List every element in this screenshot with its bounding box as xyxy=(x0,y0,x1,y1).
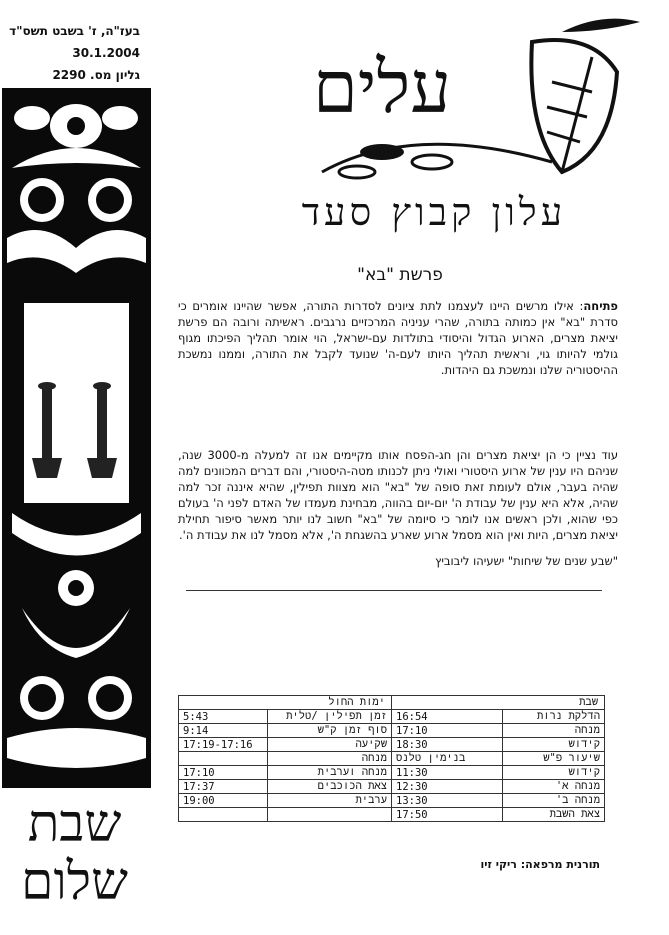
cell: קידוש xyxy=(502,766,604,780)
cell: מנחה א' xyxy=(502,780,604,794)
cell: 13:30 xyxy=(392,794,503,808)
cell: מנחה xyxy=(502,724,604,738)
editor-credit: תורנית מרפאה: ריקי זיו xyxy=(480,858,600,871)
divider xyxy=(186,590,602,591)
cell: הדלקת נרות xyxy=(502,710,604,724)
cell: 11:30 xyxy=(392,766,503,780)
cell xyxy=(267,808,391,822)
cell: מנחה ב' xyxy=(502,794,604,808)
cell: סוף זמן ק"ש xyxy=(267,724,391,738)
logo-title: עלים xyxy=(312,45,452,129)
gregorian-date: 30.1.2004 xyxy=(72,46,140,60)
table-row xyxy=(179,766,605,780)
cell: צאת השבת xyxy=(502,808,604,822)
cell: 18:30 xyxy=(392,738,503,752)
greeting-line-2: שלום xyxy=(21,852,128,912)
cell: צאת הכוכבים xyxy=(267,780,391,794)
parasha-title: פרשת "בא" xyxy=(357,265,443,285)
table-row xyxy=(179,710,605,724)
cell: 17:19-17:16 xyxy=(179,738,268,752)
table-row xyxy=(179,780,605,794)
table-row xyxy=(179,794,605,808)
issue-number: גליון מס. 2290 xyxy=(52,68,140,82)
cell: 5:43 xyxy=(179,710,268,724)
cell: בנימין טלנס xyxy=(392,752,503,766)
cell: 17:37 xyxy=(179,780,268,794)
cell: 16:54 xyxy=(392,710,503,724)
table-header-row xyxy=(179,696,605,710)
cell xyxy=(179,808,268,822)
table-row xyxy=(179,808,605,822)
cell: זמן תפילין /טלית xyxy=(267,710,391,724)
cell: 9:14 xyxy=(179,724,268,738)
cell xyxy=(179,752,268,766)
cell: 17:50 xyxy=(392,808,503,822)
cell: מנחה וערבית xyxy=(267,766,391,780)
shabbat-shalom-greeting xyxy=(2,795,147,911)
newsletter-subtitle: עלון קבוץ סעד xyxy=(301,190,567,234)
cell: 12:30 xyxy=(392,780,503,794)
issue-header xyxy=(4,20,140,86)
header-weekday: ימות החול xyxy=(179,696,392,710)
decorative-border-art xyxy=(2,88,151,788)
cell: 19:00 xyxy=(179,794,268,808)
prayer-times-table xyxy=(178,695,605,822)
cell: שקיעה xyxy=(267,738,391,752)
cell: 17:10 xyxy=(179,766,268,780)
intro-paragraph xyxy=(178,298,618,378)
table-row xyxy=(179,752,605,766)
intro-text: : אילו מרשים היינו לעצמנו לתת ציונים לסדרות התורה, אפשר שהיינו אומרים כי סדרת "בא" אין כמותה בתורה, שהרי עניניה המרכזיים נרגבים. ראשיתה ורובה הם פרשת יציאת מצרים, הארוע הגדול והיסודי בתולדות עם-ישראל, הוי אומר תהליך הפיכתו מגוף גולמי להיותו גוי, וראשית תהליך היותו לעם-ה' שנועד לקבל את התורה, וממנו נמשכת ההיסטוריה שלנו ונמשכת גם היהדות. xyxy=(178,299,618,377)
table-row xyxy=(179,738,605,752)
logo xyxy=(262,12,642,197)
cell: מנחה xyxy=(267,752,391,766)
intro-lead: פתיחה xyxy=(583,299,618,313)
cell: ערבית xyxy=(267,794,391,808)
header-shabbat: שבת xyxy=(392,696,605,710)
body-paragraph: עוד נציין כי הן יציאת מצרים והן חג-הפסח אותו מקיימים אנו זה למעלה מ-3000 שנה, שניהם היו ענין של ארוע היסטורי ואולי ניתן לכנותו מטה-היסטורי, והם דברים המכוונים למה שהיה בעבר, אולם לעומת זאת סופה של "בא" הוא מצוות תפילין, שהיא איננה זכר למה שהיה, אלא היא ענין של עבודת ה' יום-יום בהווה, מבחינת מעמדו של האדם לפני ה' בעולם כפי שהוא, ולכן ראשים אנו לומר כי סיומה של "בא" חשוב לנו יותר מאשר סיפור תחילת יציאת מצרים, היות ואין הוא מסמל ארוע שארע בהשגחת ה', אלא מסמל לנו את עבודת ה'. xyxy=(178,448,619,542)
table-row xyxy=(179,724,605,738)
logo-leaf-art xyxy=(262,12,642,197)
cell: קידוש xyxy=(502,738,604,752)
greeting-line-1: שבת xyxy=(27,794,122,854)
source-quote: "שבע שנים של שיחות" ישעיהו ליבוביץ xyxy=(435,554,618,568)
cell: שיעור פ"ש xyxy=(502,752,604,766)
hebrew-date: בעז"ה, ז' בשבט תשס"ד xyxy=(9,24,140,38)
cell: 17:10 xyxy=(392,724,503,738)
